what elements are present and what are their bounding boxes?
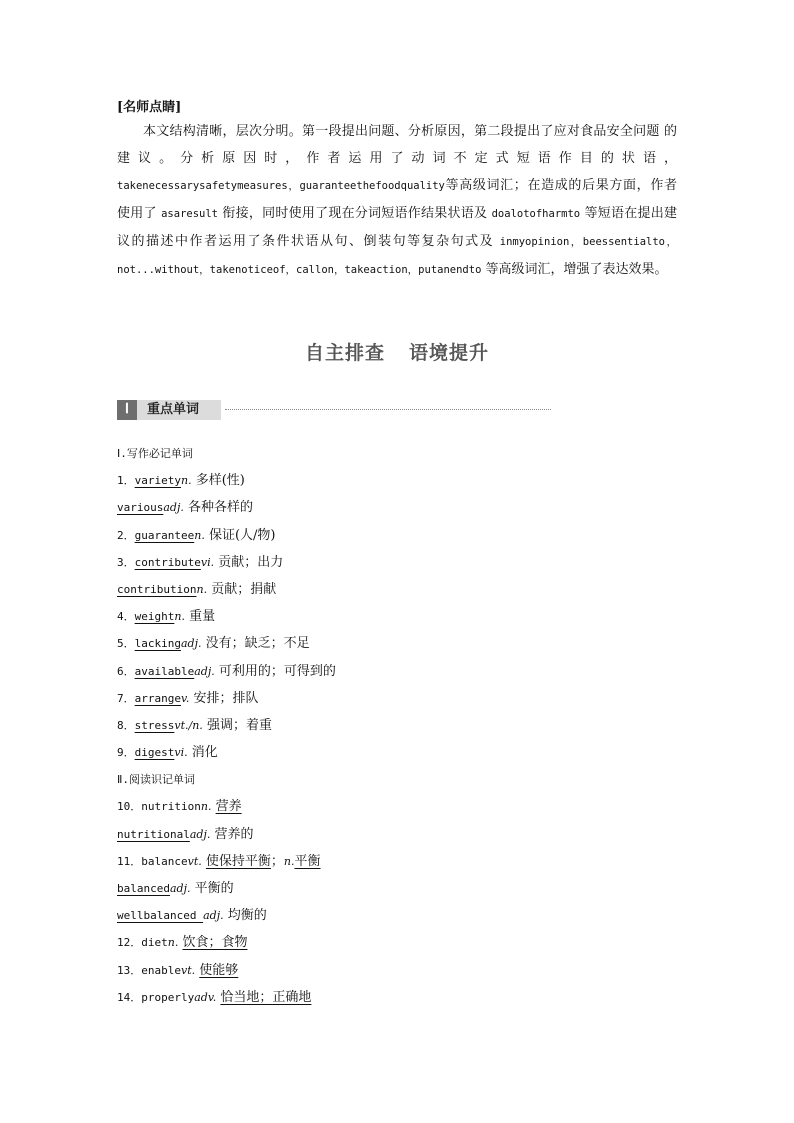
vocab-part-of-speech: v. (180, 691, 190, 705)
badge-divider (225, 409, 551, 410)
vocab-meaning: 恰当地；正确地 (220, 989, 312, 1005)
vocab-item (117, 467, 677, 494)
vocab-number: 2． (117, 528, 135, 542)
vocab-number: 11． (117, 854, 142, 868)
note-text-4: 等短语在提出建议的描述中作者运用了条件状语从句、倒装句等复杂句式及 (117, 206, 677, 249)
vocab-part-of-speech: vi. (174, 746, 188, 760)
vocab-word: guarantee (134, 528, 195, 542)
vocab-meaning: 消化 (191, 745, 218, 761)
vocab-item (117, 658, 677, 685)
vocab-number: 5． (117, 637, 135, 651)
vocab-meaning: 饮食；食物 (182, 935, 248, 951)
vocab-meaning: 贡献；捐献 (211, 581, 277, 597)
note-phrase-inmyopinion: inmyopinion， (499, 236, 583, 248)
vocab-word: arrange (134, 691, 181, 705)
vocab-word: nutrition (141, 800, 201, 814)
vocab-meaning: 贡献；出力 (218, 554, 284, 570)
vocab-word: balanced (117, 882, 170, 895)
vocab-part-of-speech-2: n. (283, 854, 295, 868)
vocab-word: contribute (134, 555, 201, 569)
vocab-meaning: 使保持平衡 (205, 853, 271, 869)
vocab-part-of-speech: n. (200, 800, 212, 814)
vocab-item (117, 685, 677, 712)
vocab-word: variety (134, 474, 181, 488)
vocab-meaning: 可利用的；可得到的 (218, 663, 336, 679)
vocab-item (117, 603, 677, 630)
vocab-number: 10． (117, 800, 142, 814)
vocab-word: diet (141, 936, 168, 950)
note-phrase-doalotofharmto: doalotofharmto (491, 208, 581, 220)
vocab-word: weight (134, 610, 175, 624)
vocab-part-of-speech: n. (167, 936, 179, 950)
vocab-part-of-speech: n. (180, 474, 192, 488)
vocab-meaning: 营养 (215, 799, 242, 815)
vocab-item (117, 957, 677, 984)
vocab-meaning: 使能够 (199, 962, 239, 978)
note-phrases-1: takenecessarysafetymeasures，guaranteethefoodquality (117, 180, 445, 192)
section-title-right: 语境提升 (409, 342, 490, 364)
vocab-word: various (117, 501, 164, 515)
vocab-item: 11．balancevt. 使保持平衡；n.平衡 (117, 853, 321, 869)
vocab-word: nutritional (117, 827, 190, 841)
vocab-number: 14． (117, 990, 142, 1004)
vocab-part-of-speech: n. (174, 610, 185, 624)
vocab-part-of-speech: vt./n. (174, 718, 203, 732)
vocab-item (117, 576, 677, 603)
vocab-number: 1． (117, 474, 135, 488)
vocab-item (117, 984, 677, 1011)
vocab-item (117, 929, 677, 956)
vocab-word: contribution (117, 582, 197, 596)
vocab-meaning-2: 平衡 (294, 853, 321, 869)
vocab-number: 12． (117, 936, 142, 950)
vocab-item (117, 522, 677, 549)
note-phrase-asaresult: asaresult (161, 208, 219, 220)
badge-number: Ⅰ (117, 400, 137, 420)
note-text-5: 等高级词汇，增强了表达效果。 (485, 262, 668, 277)
vocab-meaning: 平衡的 (194, 881, 234, 896)
note-text-3: 衔接，同时使用了现在分词短语作结果状语及 (222, 206, 488, 221)
vocab-part-of-speech: vi. (200, 555, 215, 569)
vocab-word: digest (134, 746, 175, 760)
vocab-part-of-speech: adj. (169, 882, 191, 895)
vocab-word: balance (141, 854, 188, 868)
vocab-word: available (134, 664, 195, 678)
vocab-word: properly (141, 990, 195, 1004)
vocab-meaning: 安排；排队 (193, 690, 259, 706)
vocab-word: wellbalanced (117, 909, 204, 923)
vocab-number: Ⅰ.写作必记单词 (117, 447, 193, 460)
vocab-list (117, 440, 677, 1011)
vocab-item (117, 793, 677, 820)
badge-label: 重点单词 (137, 400, 221, 420)
vocab-meaning: 均衡的 (227, 908, 267, 924)
vocab-item (117, 902, 677, 929)
note-text-2: 等高级词汇；在造成的后果方面，作者使用了 (117, 178, 677, 221)
section-title (0, 338, 794, 365)
vocab-number: 6． (117, 664, 135, 678)
vocab-part-of-speech: n. (194, 528, 205, 542)
vocab-meaning: 各种各样的 (188, 500, 254, 516)
vocab-number: Ⅱ.阅读识记单词 (117, 773, 196, 787)
note-paragraph (117, 118, 677, 284)
vocab-number: 8． (117, 718, 135, 732)
vocab-part-of-speech: n. (196, 582, 208, 596)
vocab-part-of-speech: adj. (203, 909, 224, 923)
vocab-item (117, 712, 677, 739)
vocab-number: 3． (117, 555, 135, 569)
vocab-word: lacking (134, 637, 181, 651)
vocab-part-of-speech: adj. (180, 637, 202, 651)
note-body (117, 118, 677, 284)
vocab-part-of-speech: vt. (181, 963, 196, 977)
vocab-word: stress (134, 718, 175, 732)
vocab-number: 7． (117, 691, 135, 705)
vocab-word: enable (141, 963, 181, 977)
vocab-heading (117, 440, 677, 467)
vocab-meaning: 多样(性) (195, 473, 245, 489)
section-badge (117, 400, 437, 420)
vocab-item (117, 549, 677, 576)
vocab-item (117, 494, 677, 521)
vocab-part-of-speech: adj. (189, 827, 211, 841)
vocab-meaning: 强调；着重 (206, 717, 272, 733)
vocab-number: 9． (117, 746, 135, 760)
vocab-meaning: 没有；缺乏；不足 (205, 636, 310, 652)
note-title: [名师点睛] (117, 100, 182, 115)
vocab-part-of-speech: vt. (187, 854, 202, 868)
vocab-item (117, 739, 677, 766)
note-text-1: 本文结构清晰，层次分明。第一段提出问题、分析原因，第二段提出了应对食品安全问题 的 建 议 。 分 析 原 因 时 ， 作 者 运 用 了 动 词 不 定 式 短 语 作 目 的 状 语 ， (117, 124, 677, 166)
section-title-left: 自主排查 (304, 342, 385, 364)
note-phrases-2: beessentialto，not...without，takenoticeof，callon，takeaction，putanendto (117, 236, 677, 276)
vocab-item (117, 821, 677, 848)
vocab-heading (117, 766, 677, 793)
vocab-item (117, 875, 677, 902)
vocab-item (117, 630, 677, 657)
vocab-part-of-speech: adj. (194, 664, 215, 678)
vocab-part-of-speech: adj. (163, 501, 184, 515)
vocab-number: 4． (117, 610, 135, 624)
vocab-meaning: 营养的 (214, 826, 254, 842)
vocab-part-of-speech: adv. (194, 990, 217, 1004)
vocab-number: 13． (117, 963, 142, 977)
vocab-meaning: 保证(人/物) (208, 527, 276, 543)
vocab-meaning: 重量 (189, 609, 216, 625)
